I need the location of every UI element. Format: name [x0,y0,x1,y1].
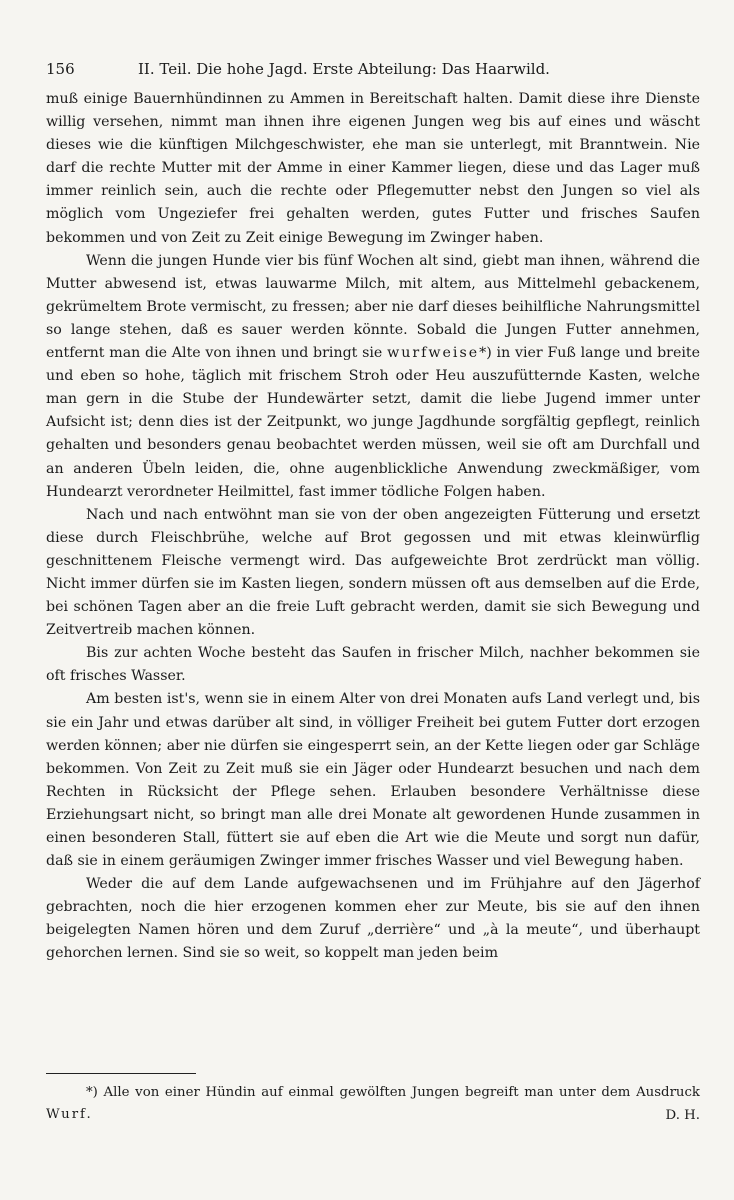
paragraph-3: Nach und nach entwöhnt man sie von der oben angezeigten Fütterung und ersetzt diese durch Fleischbrühe, welche auf Brot gegossen und mit etwas kleinwürflig geschnittenem Fleische vermengt wird. Das aufgeweichte Brot zerdrückt man völlig. Nicht immer dürfen sie im Kasten liegen, sondern müssen oft aus demselben auf die Erde, bei schönen Tagen aber an die freie Luft gebracht werden, damit sie sich Bewegung und Zeitvertreib machen können. [46,506,700,639]
footnote-mark: *) [86,1085,98,1100]
paragraph-6: Weder die auf dem Lande aufgewachsenen und im Frühjahre auf den Jägerhof gebrachten, noch die hier erzogenen kommen eher zur Meute, bis sie auf den ihnen beigelegten Namen hören und dem Zuruf „derrière“ und „à la meute“, und überhaupt gehorchen lernen. Sind sie so weit, so koppelt man jeden beim [46,876,700,962]
body-text [46,88,700,966]
paragraph-4: Bis zur achten Woche besteht das Saufen in frischer Milch, nachher bekommen sie oft frisches Wasser. [46,645,700,685]
footnote-reference: *) [479,345,492,362]
paragraph-5: Am besten ist's, wenn sie in einem Alter von drei Monaten aufs Land verlegt und, bis sie ein Jahr und etwas darüber alt sind, in völliger Freiheit bei gutem Futter dort erzogen werden können; aber nie dürfen sie eingesperrt sein, an der Kette liegen oder gar Schläge bekommen. Von Zeit zu Zeit muß sie ein Jäger oder Hundearzt besuchen und nach dem Rechten in Rücksicht der Pflege sehen. Erlauben besondere Verhältnisse diese Erziehungsart nicht, so bringt man alle drei Monate alt gewordenen Hunde zusammen in einen besonderen Stall, füttert sie auf eben die Art wie die Meute und sorgt nun dafür, daß sie in einem geräumigen Zwinger immer frisches Wasser und viel Bewegung haben. [46,691,700,870]
paragraph-2 [46,250,700,504]
paragraph-2-text-before: Wenn die jungen Hunde vier bis fünf Wochen alt sind, giebt man ihnen, während die Mutter abwesend ist, etwas lauwarme Milch, mit altem, aus Mittelmehl gebackenem, gekrümeltem Brote vermischt, zu fressen; aber nie darf dieses beihilfliche Nahrungsmittel so lange stehen, daß es sauer werden könnte. Sobald die Jungen Futter annehmen, entfernt man die Alte von ihnen und bringt sie [46,252,700,362]
spaced-word-wurfweise: wurfweise [387,345,480,362]
paragraph-2-text-after: in vier Fuß lange und breite und eben so hohe, täglich mit frischem Stroh oder Heu auszufütternde Kasten, welche man gern in die Stube der Hundewärter setzt, damit die liebe Jugend immer unter Aufsicht ist; denn dies ist der Zeitpunkt, wo junge Jagdhunde sorgfältig gepflegt, reinlich gehalten und besonders genau beobachtet werden müssen, weil sie oft am Durchfall und an anderen Übeln leiden, die, ohne augenblickliche Anwendung zweckmäßiger, vom Hundearzt verordneter Heilmittel, fast immer tödliche Folgen haben. [46,345,700,500]
page-number: 156 [46,60,75,78]
spaced-word-wurf: Wurf. [46,1107,93,1122]
footnote [46,1082,700,1126]
page-header [46,58,694,80]
footnote-divider [46,1073,196,1074]
footnote-text: Alle von einer Hündin auf einmal gewölften Jungen begreift man unter dem Ausdruck [103,1085,700,1100]
footnote-signature: D. H. [665,1108,700,1123]
running-title: II. Teil. Die hohe Jagd. Erste Abteilung: Das Haarwild. [138,60,550,78]
paragraph-1: muß einige Bauernhündinnen zu Ammen in Bereitschaft halten. Damit diese ihre Dienste willig versehen, nimmt man ihnen ihre eigenen Jungen weg bis auf eines und wäscht dieses wie die künftigen Milchgeschwister, ehe man sie unterlegt, mit Branntwein. Nie darf die rechte Mutter mit der Amme in einer Kammer liegen, diese und das Lager muß immer reinlich sein, auch die rechte oder Pflegemutter nebst den Jungen so viel als möglich vom Ungeziefer frei gehalten werden, gutes Futter und frisches Saufen bekommen und von Zeit zu Zeit einige Bewegung im Zwinger haben. [46,91,700,246]
